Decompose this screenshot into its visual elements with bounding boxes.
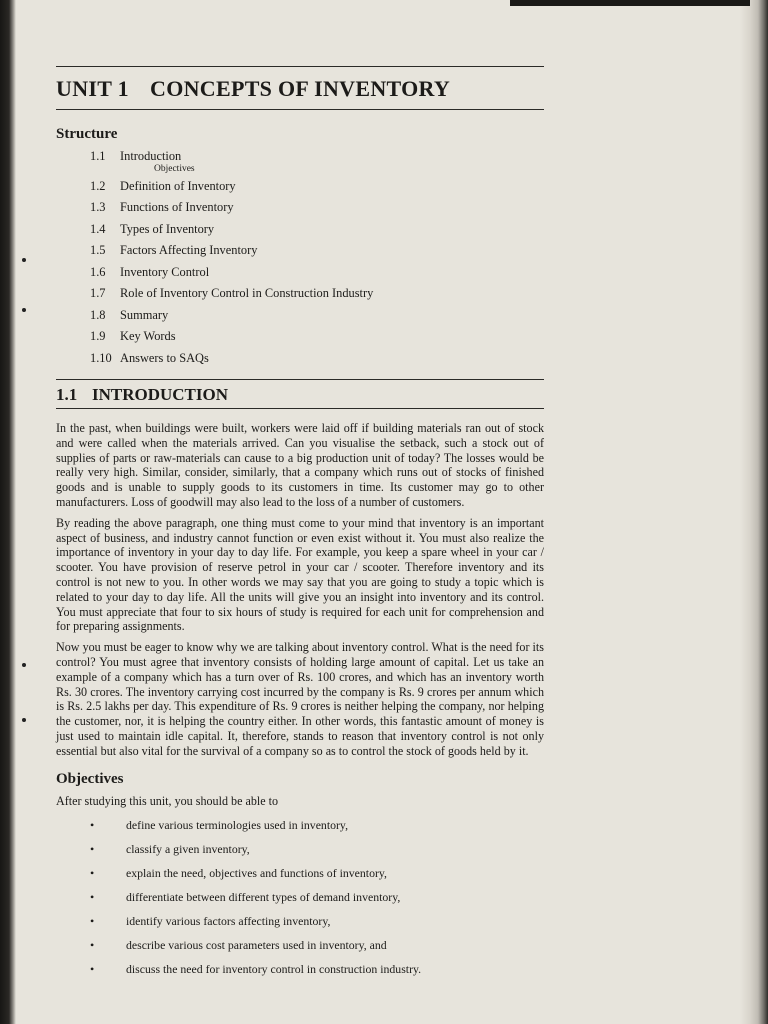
objective-text: differentiate between different types of demand inventory, [126,889,401,904]
section-title-text: INTRODUCTION [92,385,229,404]
toc-item-number: 1.3 [90,200,106,214]
toc-item-label: Answers to SAQs [120,350,209,365]
toc-item-number: 1.4 [90,221,106,236]
toc-item-label: Key Words [120,329,176,343]
section-title-introduction [56,380,544,408]
margin-mark [22,258,26,262]
intro-paragraph: In the past, when buildings were built, workers were laid off if building materials ran out of stock and were called when the materials arrived. Can you visualise the setback, such a stock out of supplies of parts or raw-materials can cause to a big production unit of today? The losses would be really very high. Similar, consider, similarly, that a company which runs out of stocks of finished goods and is unable to supply goods to its customers in time. Its customer may go to other manufacturers. Loss of goodwill may also lead to the loss of a number of customers. [56,421,544,509]
margin-mark [22,663,26,667]
toc-item [56,176,544,198]
objective-item [56,837,544,861]
toc-item-label: Types of Inventory [120,221,215,236]
margin-mark [22,308,26,312]
toc-item [56,283,544,305]
unit-title-text: CONCEPTS OF INVENTORY [150,76,451,101]
bullet-icon: • [90,961,95,976]
margin-mark [22,718,26,722]
unit-title [56,67,544,109]
scan-right-edge-shadow [740,0,768,1024]
toc-item-label: Introduction [120,149,182,163]
objectives-heading: Objectives [56,770,124,787]
toc-item-label: Definition of Inventory [120,178,236,193]
objectives-intro: After studying this unit, you should be able to [56,793,279,808]
toc-item [56,219,544,241]
toc-item [56,348,544,370]
toc-item-number: 1.5 [90,243,106,257]
objectives-list [56,813,544,976]
objective-item [56,861,544,885]
toc-item [56,240,544,262]
unit-number: UNIT 1 [56,76,129,101]
toc-item [56,326,544,348]
scan-top-edge-shadow [510,0,750,6]
structure-heading: Structure [56,126,118,142]
toc-item-number: 1.10 [90,350,112,365]
scan-left-edge-shadow [0,0,16,1024]
section-bottom-rule [56,408,544,409]
bullet-icon: • [90,937,95,952]
bullet-icon: • [90,865,95,880]
objective-item [56,957,544,976]
objective-text: describe various cost parameters used in inventory, and [126,937,387,952]
objective-item [56,909,544,933]
toc-item-label: Factors Affecting Inventory [120,243,258,257]
toc-item-number: 1.8 [90,307,106,322]
objective-item [56,933,544,957]
toc-item-number: 1.1 [90,149,106,163]
objective-text: classify a given inventory, [126,841,250,856]
bullet-icon: • [90,841,95,856]
objective-text: identify various factors affecting inventory, [126,913,331,928]
bullet-icon: • [90,889,95,904]
toc-item-number: 1.7 [90,286,106,300]
toc-item-label: Inventory Control [120,264,210,279]
toc-item-label: Role of Inventory Control in Construction Industry [120,286,374,300]
toc-item-number: 1.2 [90,178,106,193]
toc-item [56,146,544,174]
intro-paragraph: Now you must be eager to know why we are talking about inventory control. What is the need for its control? You must agree that inventory consists of holding large amount of capital. Let us take an example of a company which has a turn over of Rs. 100 crores, and which has an inventory worth Rs. 30 crores. The inventory carrying cost incurred by the company is Rs. 9 crores per annum which is Rs. 2.5 lakhs per day. This expenditure of Rs. 9 crores is neither helping the company, nor helping the customer, nor, it is helping the country either. In other words, this fantastic amount of money is just used to maintain idle capital. It, therefore, stands to reason that inventory control is not only essential but also vital for the survival of a company so as to control the stock of goods held by it. [56,640,544,758]
objective-text: define various terminologies used in inventory, [126,817,349,832]
document-page [56,66,544,976]
bullet-icon: • [90,817,95,832]
toc-item [56,197,544,219]
bullet-icon: • [90,913,95,928]
structure-list [56,146,544,369]
section-number: 1.1 [56,385,78,404]
intro-paragraph: By reading the above paragraph, one thing must come to your mind that inventory is an important aspect of business, and industry cannot function or even exist without it. You must also realize the importance of inventory in your day to day life. For example, you keep a spare wheel in your car / scooter. You have provision of reserve petrol in your car / scooter. Therefore inventory and its control is not new to you. In other words we may say that you are going to study a topic which is related to your day to day life. All the units will give you an insight into inventory and its control. You must appreciate that four to six hours of study is required for each unit for comprehension and for preparing assignments. [56,515,544,634]
objective-text: explain the need, objectives and functions of inventory, [126,865,387,880]
toc-item [56,305,544,327]
toc-item [56,262,544,284]
objective-text: discuss the need for inventory control in construction industry. [126,961,422,976]
toc-item-label: Functions of Inventory [120,200,234,214]
toc-item-label: Summary [120,307,169,322]
objective-item [56,885,544,909]
toc-item-number: 1.9 [90,329,106,343]
toc-subitem-label: Objectives [154,163,195,174]
objective-item [56,813,544,837]
title-bottom-rule [56,109,544,110]
toc-item-number: 1.6 [90,264,106,279]
